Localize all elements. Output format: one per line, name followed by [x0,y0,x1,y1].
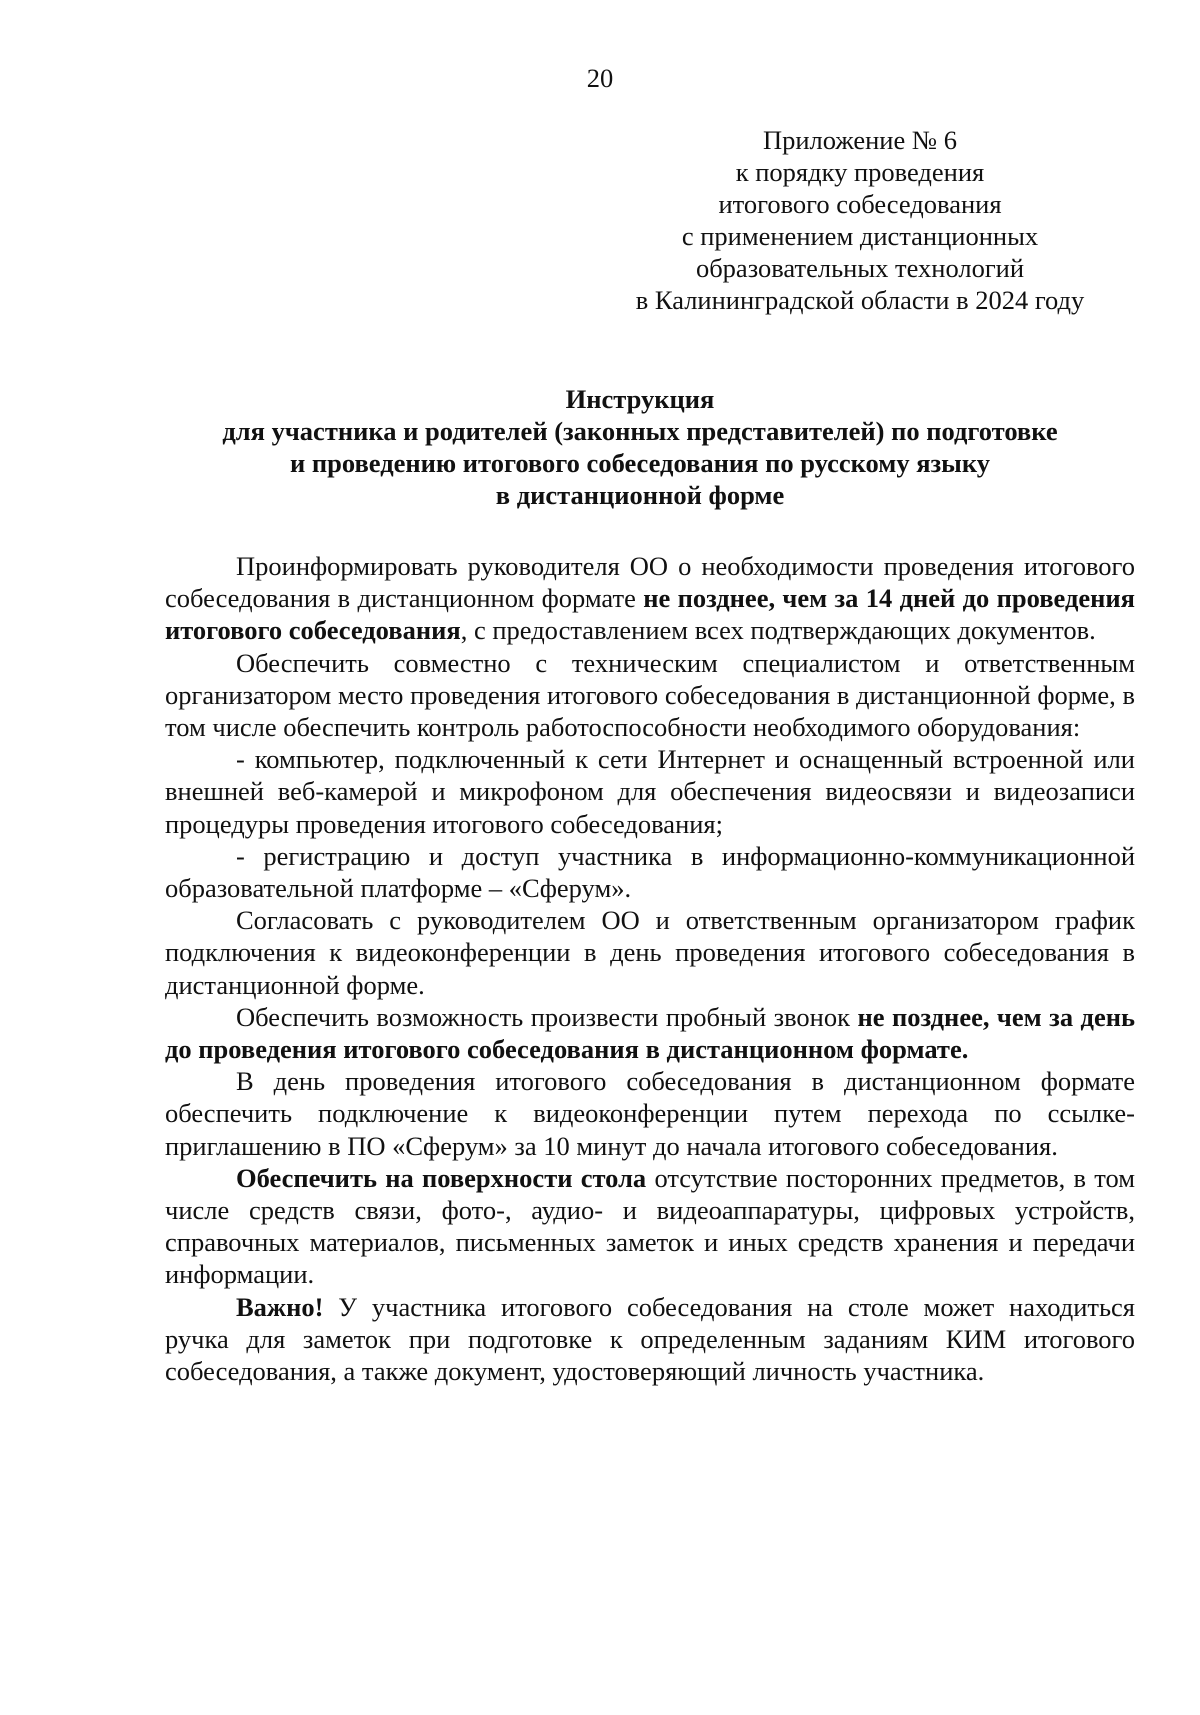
paragraph-prepare-place: Обеспечить совместно с техническим специалистом и ответственным организатором место проведения итогового собеседования в дистанционной форме, в том числе обеспечить контроль работоспособности необходимого оборудования: [165,647,1135,743]
appendix-line: образовательных технологий [695,253,1025,283]
appendix-line: с применением дистанционных [681,221,1039,251]
paragraph-desk-surface [165,1162,1135,1291]
instruction-body [165,550,1135,1387]
paragraph-notify-head [165,550,1135,647]
title-line: и проведению итогового собеседования по русскому языку [289,448,991,478]
page-number: 20 [586,63,614,93]
appendix-line: в Калининградской области в 2024 году [635,285,1085,315]
paragraph-text: Обеспечить возможность произвести пробный звонок [236,1001,858,1032]
document-title [150,383,1130,511]
paragraph-important [165,1291,1135,1388]
bold-important-label: Важно! [236,1291,324,1322]
paragraph-connection: В день проведения итогового собеседования в дистанционном формате обеспечить подключение к видеоконференции путем перехода по ссылке-приглашению в ПО «Сферум» за 10 минут до начала итогового собеседования. [165,1066,1135,1161]
paragraph-test-call [165,1001,1135,1065]
appendix-line: итогового собеседования [718,189,1002,219]
appendix-header [600,124,1120,316]
title-line: Инструкция [565,384,715,414]
title-line: в дистанционной форме [495,480,785,510]
appendix-line: Приложение № 6 [762,125,957,155]
paragraph-text: Проинформировать руководителя ОО о необходимости проведения итогового собеседования в дистанционном формате [165,551,1135,614]
paragraph-text: отсутствие посторонних предметов, в том числе средств связи, фото-, аудио- и видеоаппаратуры, цифровых устройств, справочных материалов, письменных заметок и иных средств хранения и передачи информации. [165,1162,1135,1290]
list-item-registration: - регистрацию и доступ участника в информационно-коммуникационной образовательной платформе – «Сферум». [165,840,1135,904]
appendix-line: к порядку проведения [735,157,985,187]
paragraph-schedule: Согласовать с руководителем ОО и ответственным организатором график подключения к видеоконференции в день проведения итогового собеседования в дистанционной форме. [165,905,1135,1000]
bold-deadline-text: не позднее, чем за день до проведения итогового собеседования в дистанционном формате. [165,1001,1135,1065]
title-line: для участника и родителей (законных представителей) по подготовке [222,416,1058,446]
list-item-computer: - компьютер, подключенный к сети Интернет и оснащенный встроенной или внешней веб-камерой и микрофоном для обеспечения видеосвязи и видеозаписи процедуры проведения итогового собеседования; [165,744,1135,839]
paragraph-text: , с предоставлением всех подтверждающих документов. [460,615,1096,646]
bold-deadline-text: не позднее, чем за 14 дней до проведения итогового собеседования [165,583,1135,646]
paragraph-text: У участника итогового собеседования на столе может находиться ручка для заметок при подготовке к определенным заданиям КИМ итогового собеседования, а также документ, удостоверяющий личность участника. [165,1291,1135,1387]
bold-lead-text: Обеспечить на поверхности стола [236,1162,647,1193]
